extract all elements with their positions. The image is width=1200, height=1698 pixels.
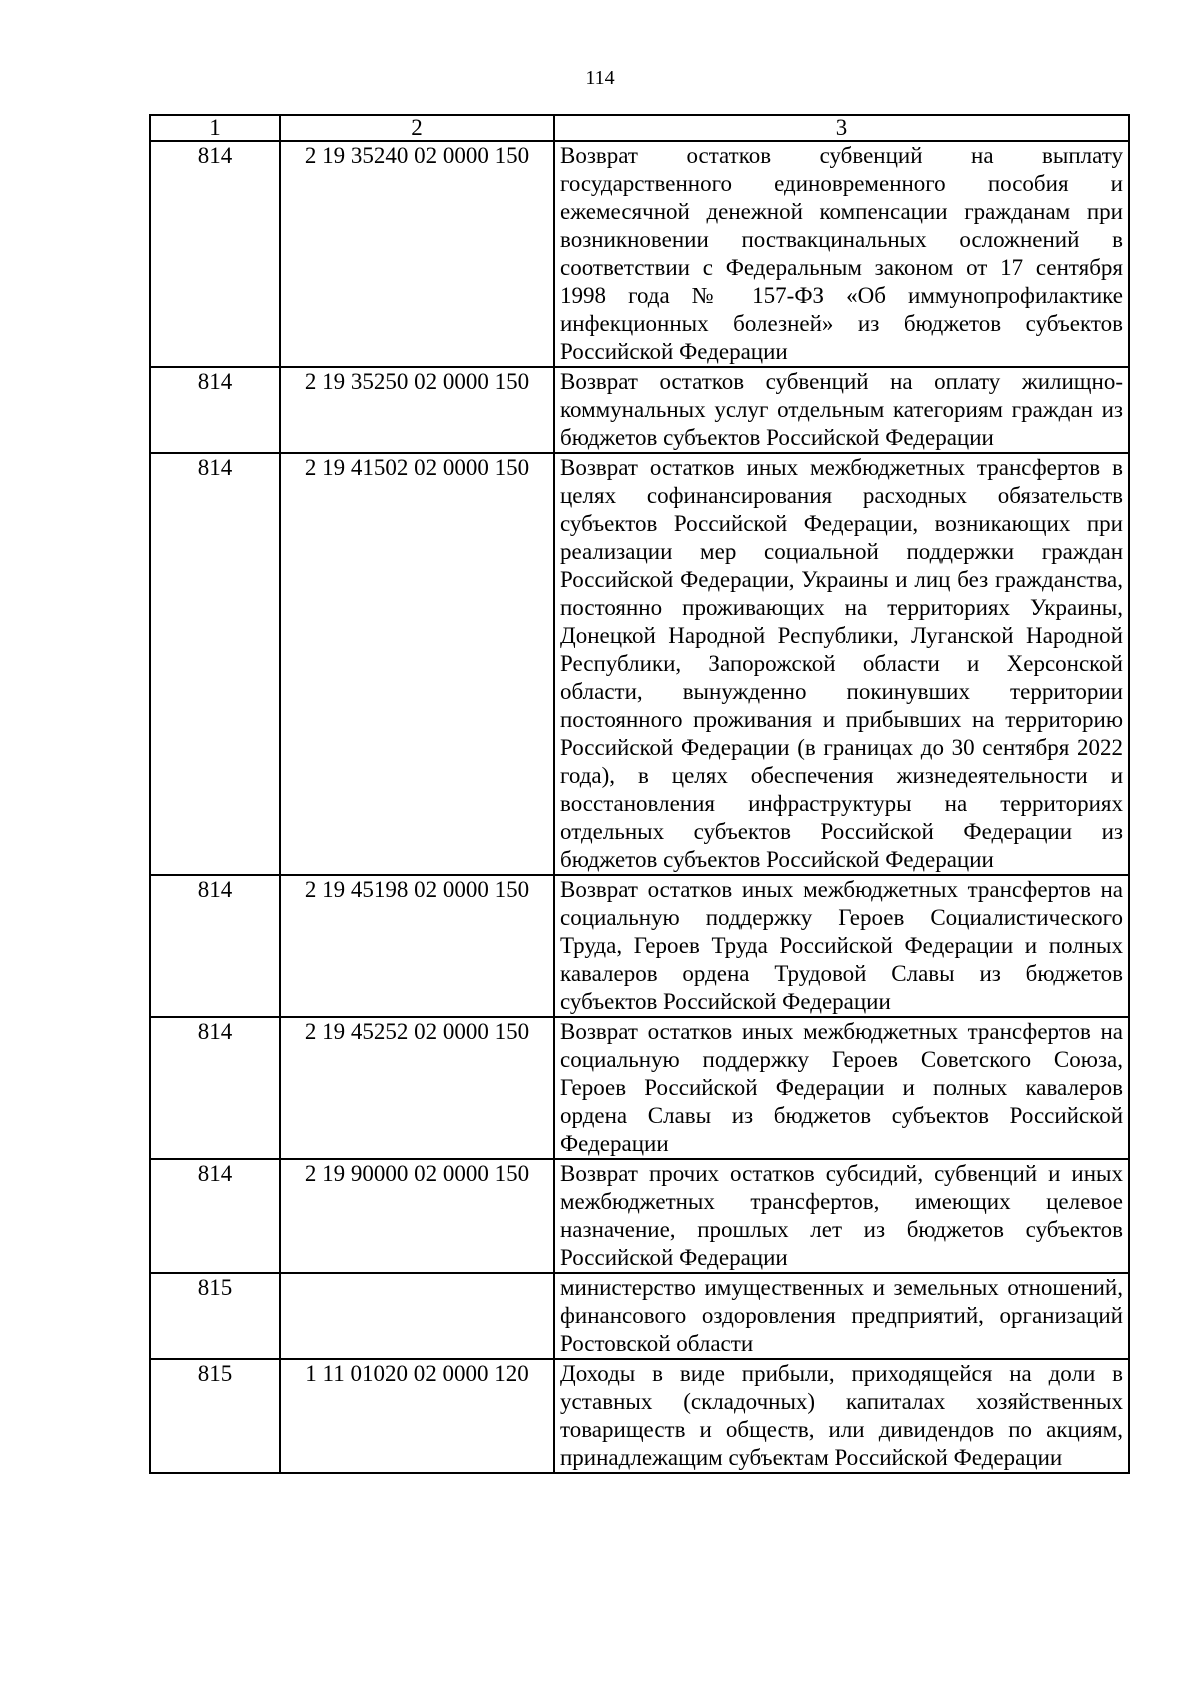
revenue-name-cell: Возврат остатков субвенций на оплату жилищно-коммунальных услуг отдельным категориям граждан из бюджетов субъектов Российской Федерации: [554, 367, 1129, 453]
admin-code-cell: 814: [150, 1017, 280, 1159]
budget-code-cell: [280, 1273, 554, 1359]
revenue-name-cell: Доходы в виде прибыли, приходящейся на доли в уставных (складочных) капиталах хозяйственных товариществ и обществ, или дивидендов по акциям, принадлежащим субъектам Российской Федерации: [554, 1359, 1129, 1473]
budget-code-cell: 2 19 35240 02 0000 150: [280, 141, 554, 367]
table-row: [150, 1159, 1129, 1273]
budget-code-cell: 2 19 90000 02 0000 150: [280, 1159, 554, 1273]
budget-code-cell: 2 19 45252 02 0000 150: [280, 1017, 554, 1159]
table-header-row: [150, 115, 1129, 141]
budget-code-cell: 2 19 41502 02 0000 150: [280, 453, 554, 875]
revenue-name-cell: министерство имущественных и земельных отношений, финансового оздоровления предприятий, организаций Ростовской области: [554, 1273, 1129, 1359]
table-row: [150, 453, 1129, 875]
admin-code-cell: 814: [150, 141, 280, 367]
table-row: [150, 1017, 1129, 1159]
table-row: [150, 1359, 1129, 1473]
budget-code-cell: 2 19 35250 02 0000 150: [280, 367, 554, 453]
page-number: 114: [585, 67, 615, 89]
admin-code-cell: 814: [150, 875, 280, 1017]
table-row: [150, 367, 1129, 453]
budget-code-cell: 1 11 01020 02 0000 120: [280, 1359, 554, 1473]
revenue-name-cell: Возврат остатков иных межбюджетных трансфертов на социальную поддержку Героев Советского Союза, Героев Российской Федерации и полных кавалеров ордена Славы из бюджетов субъектов Российской Федерации: [554, 1017, 1129, 1159]
revenue-name-cell: Возврат остатков иных межбюджетных трансфертов на социальную поддержку Героев Социалистического Труда, Героев Труда Российской Федерации и полных кавалеров ордена Трудовой Славы из бюджетов субъектов Российской Федерации: [554, 875, 1129, 1017]
revenue-name-cell: Возврат прочих остатков субсидий, субвенций и иных межбюджетных трансфертов, имеющих целевое назначение, прошлых лет из бюджетов субъектов Российской Федерации: [554, 1159, 1129, 1273]
revenue-codes-table: [149, 114, 1130, 1474]
admin-code-cell: 814: [150, 367, 280, 453]
budget-code-cell: 2 19 45198 02 0000 150: [280, 875, 554, 1017]
column-header-3: 3: [554, 115, 1129, 141]
revenue-name-cell: Возврат остатков субвенций на выплату государственного единовременного пособия и ежемесячной денежной компенсации гражданам при возникновении поствакцинальных осложнений в соответствии с Федеральным законом от 17 сентября 1998 года № 157-ФЗ «Об иммунопрофилактике инфекционных болезней» из бюджетов субъектов Российской Федерации: [554, 141, 1129, 367]
table-row: [150, 875, 1129, 1017]
revenue-name-cell: Возврат остатков иных межбюджетных трансфертов в целях софинансирования расходных обязательств субъектов Российской Федерации, возникающих при реализации мер социальной поддержки граждан Российской Федерации, Украины и лиц без гражданства, постоянно проживающих на территориях Украины, Донецкой Народной Республики, Луганской Народной Республики, Запорожской области и Херсонской области, вынужденно покинувших территории постоянного проживания и прибывших на территорию Российской Федерации (в границах до 30 сентября 2022 года), в целях обеспечения жизнедеятельности и восстановления инфраструктуры на территориях отдельных субъектов Российской Федерации из бюджетов субъектов Российской Федерации: [554, 453, 1129, 875]
column-header-1: 1: [150, 115, 280, 141]
admin-code-cell: 814: [150, 1159, 280, 1273]
table-row: [150, 141, 1129, 367]
column-header-2: 2: [280, 115, 554, 141]
admin-code-cell: 814: [150, 453, 280, 875]
table-row: [150, 1273, 1129, 1359]
admin-code-cell: 815: [150, 1359, 280, 1473]
admin-code-cell: 815: [150, 1273, 280, 1359]
